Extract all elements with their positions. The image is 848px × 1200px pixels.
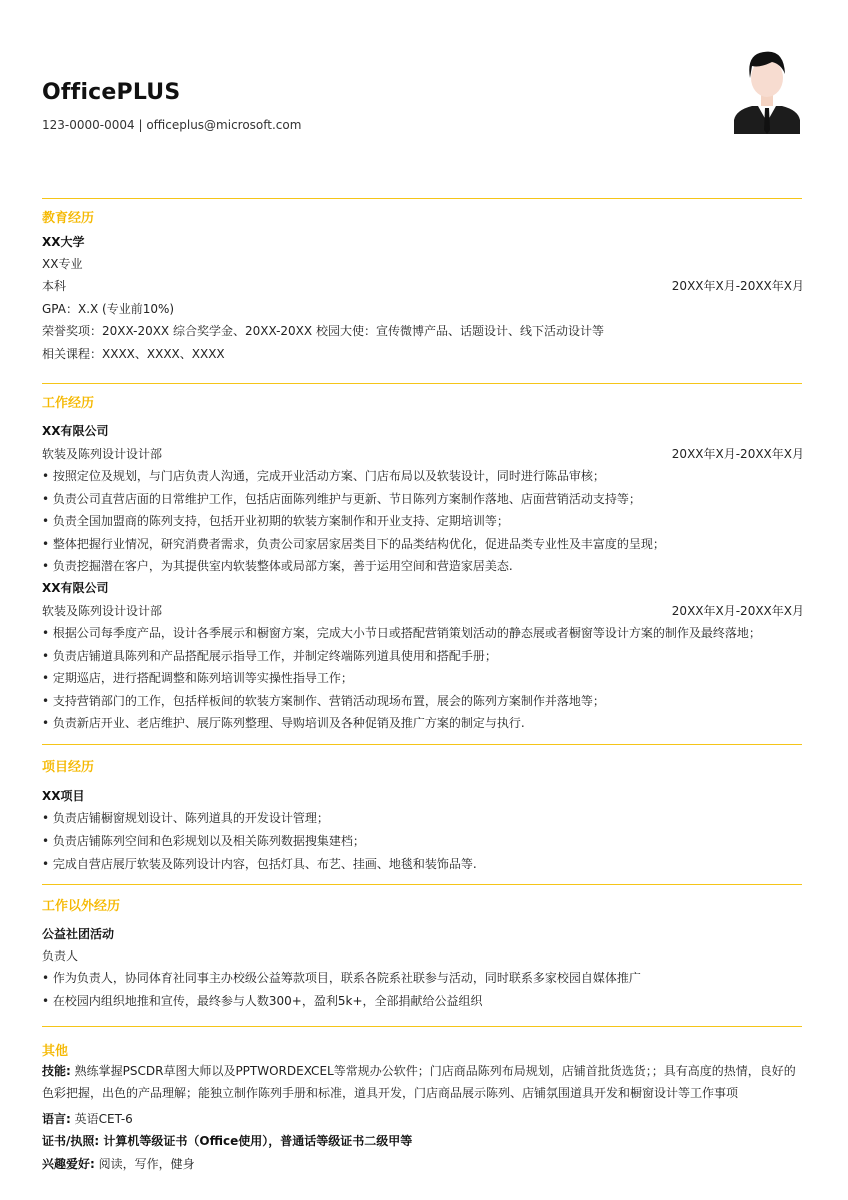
hobby-line (42, 1155, 804, 1172)
extra-role: 负责人 (42, 949, 79, 963)
job-company: XX有限公司 (42, 424, 109, 438)
job-role: 软装及陈列设计设计部 (42, 604, 163, 618)
language-text: 英语CET-6 (70, 1112, 133, 1126)
education-degree: 本科 (42, 279, 67, 293)
job-company: XX有限公司 (42, 581, 109, 595)
education-school: XX大学 (42, 235, 85, 249)
project-bullet: • 完成自营店展厅软装及陈列设计内容，包括灯具、布艺、挂画、地毯和装饰品等. (42, 855, 804, 872)
extra-bullet: • 在校园内组织地推和宣传，最终参与人数300+，盈利5k+，全部捐献给公益组织 (42, 992, 804, 1009)
skills-line (42, 1060, 804, 1104)
education-honors: 荣誉奖项：20XX-20XX 综合奖学金、20XX-20XX 校园大使：宣传微博产品、话题设计、线下活动设计等 (42, 324, 604, 338)
education-title: 教育经历 (42, 211, 95, 226)
job-bullet: • 支持营销部门的工作，包括样板间的软装方案制作、营销活动现场布置，展会的陈列方案制作并落地等； (42, 692, 804, 709)
job-bullet: • 负责全国加盟商的陈列支持，包括开业初期的软装方案制作和开业支持、定期培训等； (42, 512, 804, 529)
project-rule (42, 744, 802, 745)
job-bullet: • 按照定位及规划，与门店负责人沟通，完成开业活动方案、门店布局以及软装设计，同时进行陈品审核； (42, 467, 804, 484)
job-bullet: • 负责公司直营店面的日常维护工作，包括店面陈列维护与更新、节日陈列方案制作落地、店面营销活动支持等； (42, 490, 804, 507)
avatar (732, 44, 802, 134)
skills-text: 熟练掌握PSCDR草图大师以及PPTWORDEXCEL等常规办公软件；门店商品陈列布局规划，店铺首批货选货；；具有高度的热情，良好的色彩把握，出色的产品理解；能独立制作陈列手册和标准，道具开发，门店商品展示陈列、店铺氛围道具开发和橱窗设计等工作事项 (42, 1064, 796, 1100)
hobby-label: 兴趣爱好: (42, 1157, 95, 1171)
job-bullet: • 根据公司每季度产品，设计各季展示和橱窗方案，完成大小节日或搭配营销策划活动的静态展或者橱窗等设计方案的制作及最终落地； (42, 624, 804, 641)
avatar-tie (764, 108, 770, 134)
education-gpa: GPA：X.X (专业前10%) (42, 302, 175, 316)
project-bullet: • 负责店铺橱窗规划设计、陈列道具的开发设计管理； (42, 809, 804, 826)
certificate-text: 计算机等级证书（Office使用），普通话等级证书二级甲等 (99, 1134, 413, 1148)
hobby-text: 阅读，写作，健身 (94, 1157, 195, 1171)
job-bullet: • 负责店铺道具陈列和产品搭配展示指导工作，并制定终端陈列道具使用和搭配手册； (42, 647, 804, 664)
language-label: 语言: (42, 1112, 71, 1126)
other-title: 其他 (42, 1044, 69, 1059)
language-line (42, 1110, 804, 1127)
job-role: 软装及陈列设计设计部 (42, 447, 163, 461)
job-date: 20XX年X月-20XX年X月 (671, 604, 804, 618)
job-date: 20XX年X月-20XX年X月 (671, 447, 804, 461)
education-major: XX专业 (42, 257, 83, 271)
job-bullet: • 整体把握行业情况，研究消费者需求，负责公司家居家居类目下的品类结构优化，促进品类专业性及丰富度的呈现； (42, 535, 804, 552)
project-name: XX项目 (42, 789, 85, 803)
education-courses: 相关课程：XXXX、XXXX、XXXX (42, 347, 225, 361)
extra-rule (42, 884, 802, 885)
education-rule (42, 198, 802, 199)
certificate-label: 证书/执照: (42, 1134, 100, 1148)
project-title: 项目经历 (42, 760, 95, 775)
job-bullet: • 定期巡店，进行搭配调整和陈列培训等实操性指导工作； (42, 669, 804, 686)
work-rule (42, 383, 802, 384)
project-bullet: • 负责店铺陈列空间和色彩规划以及相关陈列数据搜集建档； (42, 832, 804, 849)
other-rule (42, 1026, 802, 1027)
skills-label: 技能: (42, 1064, 71, 1078)
certificate-line (42, 1132, 804, 1149)
job-bullet: • 负责挖掘潜在客户，为其提供室内软装整体或局部方案，善于运用空间和营造家居美态. (42, 557, 804, 574)
extra-title: 工作以外经历 (42, 899, 121, 914)
extra-org: 公益社团活动 (42, 927, 115, 941)
work-title: 工作经历 (42, 396, 95, 411)
job-bullet: • 负责新店开业、老店维护、展厅陈列整理、导购培训及各种促销及推广方案的制定与执行. (42, 714, 804, 731)
name: OfficePLUS (42, 80, 181, 105)
education-date: 20XX年X月-20XX年X月 (671, 279, 804, 293)
extra-bullet: • 作为负责人，协同体育社同事主办校级公益筹款项目，联系各院系社联参与活动，同时联系多家校园自媒体推广 (42, 969, 804, 986)
contact-info: 123-0000-0004 | officeplus@microsoft.com (42, 118, 302, 132)
